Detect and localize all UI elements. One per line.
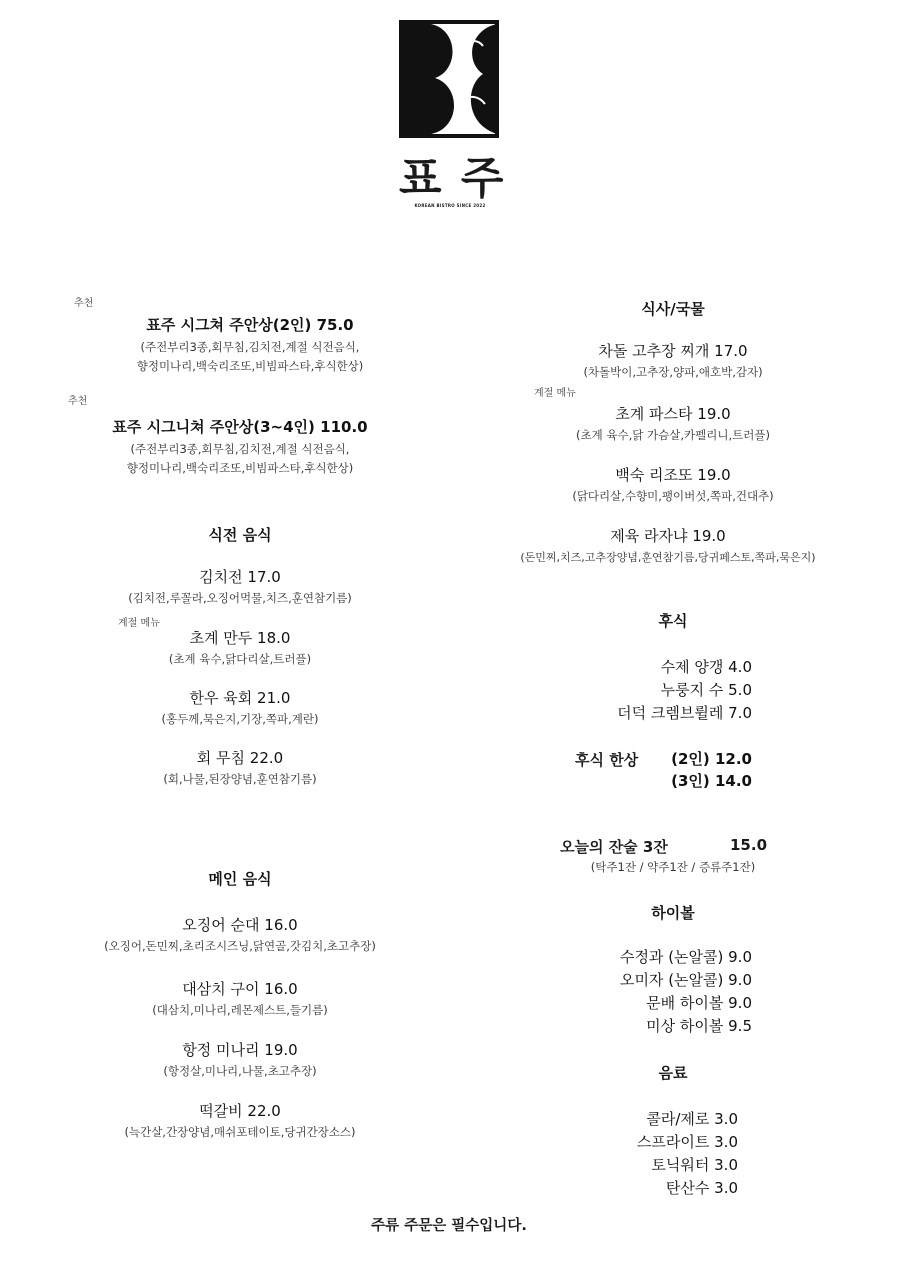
logo-subtitle: KOREAN BISTRO SINCE 2022 bbox=[414, 203, 486, 208]
dessert-item: 수제 양갱 4.0 bbox=[660, 658, 752, 676]
menu-item-desc: (홍두께,묵은지,기장,쪽파,계란) bbox=[161, 712, 319, 726]
logo-wordmark: 표 주 bbox=[399, 153, 506, 204]
dessert-item: 더덕 크렘브륄레 7.0 bbox=[617, 704, 752, 722]
drink-special-desc: (탁주1잔 / 약주1잔 / 증류주1잔) bbox=[590, 860, 756, 874]
menu-item-title: 항정 미나리 19.0 bbox=[182, 1041, 298, 1059]
drink-special-price: 15.0 bbox=[730, 836, 768, 854]
beverage-item: 콜라/제로 3.0 bbox=[646, 1110, 738, 1128]
course-title: 표주 시그니쳐 주안상(3~4인) 110.0 bbox=[112, 418, 368, 436]
dessert-set-label: 후식 한상 bbox=[575, 751, 639, 769]
menu-item-title: 차돌 고추장 찌개 17.0 bbox=[598, 342, 748, 360]
course-item bbox=[40, 314, 460, 374]
menu-item-desc: (대삼치,미나리,레몬제스트,들기름) bbox=[152, 1003, 328, 1017]
highball-item: 수정과 (논알콜) 9.0 bbox=[619, 948, 752, 966]
menu-item bbox=[448, 525, 888, 565]
menu-item-desc: (회,나물,된장양념,훈연참기름) bbox=[163, 772, 317, 786]
dessert-set-price-3p: (3인) 14.0 bbox=[671, 772, 752, 790]
menu-item bbox=[30, 1100, 450, 1140]
seasonal-tag: 계절 메뉴 bbox=[534, 388, 576, 399]
highball-item: 오미자 (논알콜) 9.0 bbox=[619, 971, 752, 989]
beverage-item: 탄산수 3.0 bbox=[665, 1179, 738, 1197]
menu-item-title: 김치전 17.0 bbox=[199, 568, 281, 586]
beverage-item: 토닉워터 3.0 bbox=[651, 1156, 738, 1174]
menu-item-title: 대삼치 구이 16.0 bbox=[182, 980, 298, 998]
menu-item bbox=[458, 464, 888, 504]
drink-special-title: 오늘의 잔술 3잔 bbox=[560, 838, 668, 856]
menu-item bbox=[30, 566, 450, 606]
menu-item-title: 오징어 순대 16.0 bbox=[182, 916, 298, 934]
menu-item-desc: (돈민찌,치즈,고추장양념,훈연참기름,당귀페스토,쪽파,묵은지) bbox=[520, 551, 816, 564]
menu-item bbox=[30, 627, 450, 667]
menu-item bbox=[30, 978, 450, 1018]
menu-item-desc: (오징어,돈민찌,초리조시즈닝,닭연골,갓김치,초고추장) bbox=[104, 939, 376, 953]
menu-item-title: 초계 만두 18.0 bbox=[189, 629, 291, 647]
menu-item bbox=[30, 747, 450, 787]
highball-item: 문배 하이볼 9.0 bbox=[646, 994, 752, 1012]
dessert-item: 누룽지 수 5.0 bbox=[660, 681, 752, 699]
menu-item-title: 백숙 리조또 19.0 bbox=[615, 466, 731, 484]
menu-item bbox=[30, 1039, 450, 1079]
menu-item-desc: (초계 육수,닭다리살,트러플) bbox=[168, 652, 312, 666]
menu-item-title: 초계 파스타 19.0 bbox=[615, 405, 731, 423]
beverage-list bbox=[637, 1108, 738, 1200]
menu-item-desc: (닭다리살,수향미,팽이버섯,쪽파,건대추) bbox=[572, 489, 774, 503]
menu-item-desc: (항정살,미나리,나물,초고추장) bbox=[163, 1064, 317, 1078]
dessert-set-prices bbox=[671, 748, 752, 792]
course-desc-line2: 향정미나리,백숙리조또,비빔파스타,후식한상) bbox=[126, 461, 354, 475]
footer-notice: 주류 주문은 필수입니다. bbox=[371, 1218, 527, 1234]
course-title: 표주 시그쳐 주안상(2인) 75.0 bbox=[146, 316, 354, 334]
section-heading-appetizers: 식전 음식 bbox=[208, 526, 272, 544]
menu-item bbox=[458, 340, 888, 380]
course-desc-line1: (주전부리3종,회무침,김치전,계절 식전음식, bbox=[130, 442, 350, 456]
section-heading-mains: 메인 음식 bbox=[208, 870, 272, 888]
menu-item-title: 제육 라자냐 19.0 bbox=[610, 527, 726, 545]
menu-item bbox=[30, 687, 450, 727]
menu-item-title: 한우 육회 21.0 bbox=[189, 689, 291, 707]
menu-item bbox=[30, 914, 450, 954]
menu-item bbox=[458, 403, 888, 443]
course-desc-line2: 향정미나리,백숙리조또,비빔파스타,후식한상) bbox=[136, 359, 364, 373]
section-heading-dessert: 후식 bbox=[658, 612, 688, 630]
menu-item-desc: (차돌박이,고추장,양파,애호박,감자) bbox=[583, 365, 763, 379]
menu-item-title: 회 무침 22.0 bbox=[196, 749, 284, 767]
recommend-tag: 추천 bbox=[68, 396, 88, 407]
section-heading-beverages: 음료 bbox=[658, 1064, 688, 1082]
course-desc-line1: (주전부리3종,회무침,김치전,계절 식전음식, bbox=[140, 340, 360, 354]
dessert-list bbox=[617, 656, 752, 725]
highball-list bbox=[620, 946, 752, 1038]
menu-item-title: 떡갈비 22.0 bbox=[199, 1102, 281, 1120]
recommend-tag: 추천 bbox=[74, 298, 94, 309]
course-item bbox=[30, 416, 450, 476]
section-heading-highball: 하이볼 bbox=[651, 904, 695, 922]
menu-item-desc: (김치전,루꼴라,오징어먹물,치즈,훈연참기름) bbox=[128, 591, 352, 605]
menu-item-desc: (늑간살,간장양념,매쉬포테이토,당귀간장소스) bbox=[124, 1125, 356, 1139]
beverage-item: 스프라이트 3.0 bbox=[636, 1133, 738, 1151]
seasonal-tag: 계절 메뉴 bbox=[118, 618, 160, 629]
menu-item-desc: (초계 육수,닭 가슴살,카펠리니,트러플) bbox=[576, 428, 770, 442]
section-heading-meals: 식사/국물 bbox=[641, 300, 705, 318]
dessert-set-price-2p: (2인) 12.0 bbox=[671, 750, 752, 768]
highball-item: 미상 하이볼 9.5 bbox=[646, 1017, 752, 1035]
